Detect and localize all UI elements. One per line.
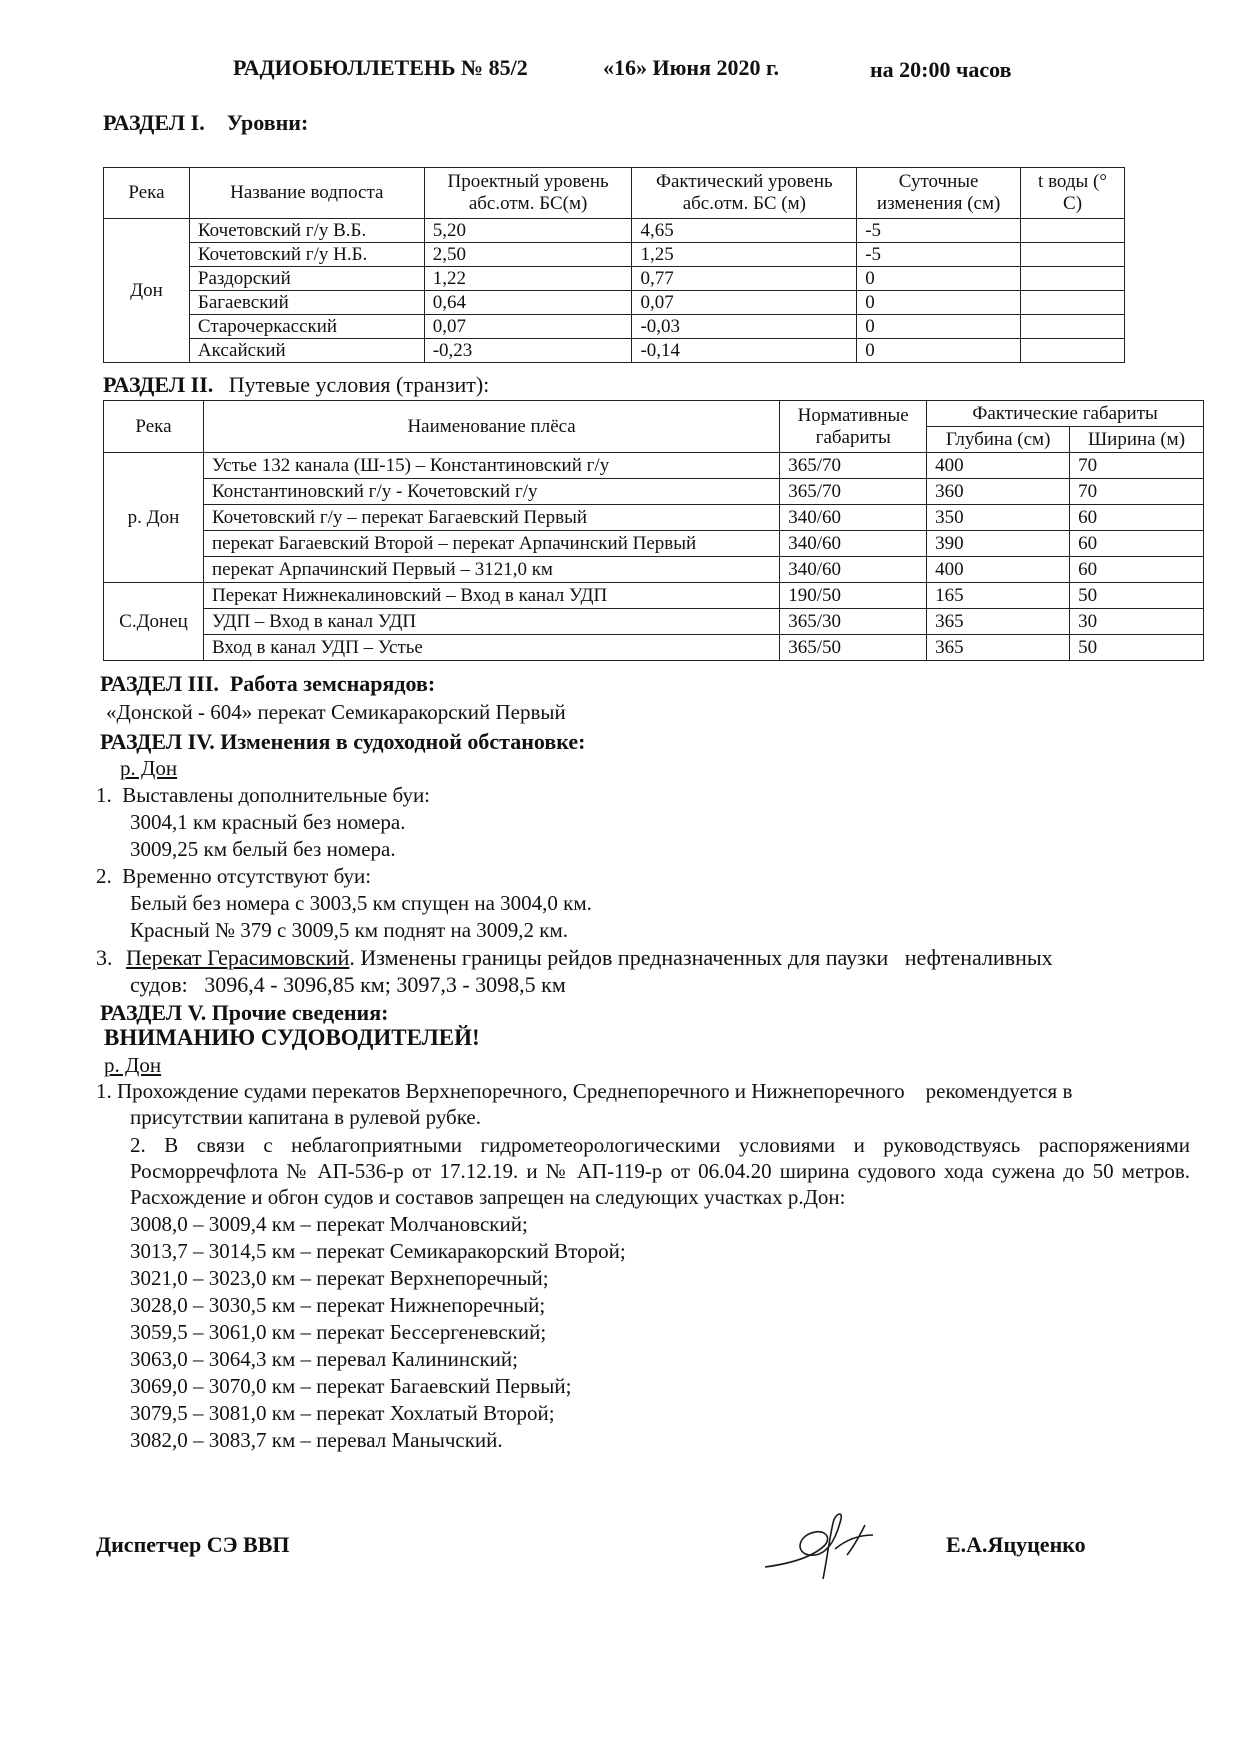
table-row (104, 531, 1204, 557)
list-item: 3008,0 – 3009,4 км – перекат Молчановский; (130, 1212, 528, 1236)
width: 30 (1070, 609, 1204, 635)
table-row (104, 505, 1204, 531)
section2-subtitle: Путевые условия (транзит): (228, 372, 490, 397)
attention-heading: ВНИМАНИЮ СУДОВОДИТЕЛЕЙ! (104, 1025, 480, 1050)
stretch-name: перекат Арпачинский Первый – 3121,0 км (203, 557, 779, 583)
depth: 365 (927, 635, 1070, 661)
norm-dims: 365/30 (780, 609, 927, 635)
actual-level: 0,77 (632, 267, 857, 291)
norm-dims: 340/60 (780, 505, 927, 531)
post-name: Кочетовский г/у В.Б. (189, 219, 424, 243)
width: 60 (1070, 505, 1204, 531)
depth: 165 (927, 583, 1070, 609)
project-level: 0,07 (424, 315, 632, 339)
section5-title: РАЗДЕЛ V. Прочие сведения: (100, 1000, 389, 1025)
table-row (104, 583, 1204, 609)
table-row (104, 557, 1204, 583)
table-row (104, 453, 1204, 479)
daily-change: -5 (857, 219, 1021, 243)
depth: 350 (927, 505, 1070, 531)
stretch-name: Вход в канал УДП – Устье (203, 635, 779, 661)
post-name: Багаевский (189, 291, 424, 315)
col-actual: Фактические габариты (927, 401, 1204, 427)
norm-dims: 365/70 (780, 479, 927, 505)
dispatcher-role: Диспетчер СЭ ВВП (96, 1532, 290, 1557)
col-river: Река (104, 168, 190, 219)
section5-item1a: 1. Прохождение судами перекатов Верхнепоречного, Среднепоречного и Нижнепоречного рекомендуется в (96, 1079, 1073, 1103)
project-level: 1,22 (424, 267, 632, 291)
section2-title: РАЗДЕЛ II. (103, 372, 214, 397)
daily-change: 0 (857, 291, 1021, 315)
section4-title: РАЗДЕЛ IV. Изменения в судоходной обстановке: (100, 729, 586, 754)
levels-header-row (104, 168, 1125, 219)
list-item: 3082,0 – 3083,7 км – перевал Манычский. (130, 1428, 503, 1452)
actual-level: -0,14 (632, 339, 857, 363)
table-row (104, 267, 1125, 291)
section4-item2a: Белый без номера с 3003,5 км спущен на 3004,0 км. (130, 891, 592, 915)
water-temp (1021, 243, 1125, 267)
project-level: 0,64 (424, 291, 632, 315)
table-row (104, 219, 1125, 243)
river-cell: р. Дон (104, 453, 204, 583)
table-row (104, 479, 1204, 505)
daily-change: 0 (857, 267, 1021, 291)
actual-level: 0,07 (632, 291, 857, 315)
col-stretch: Наименование плёса (203, 401, 779, 453)
table-row (104, 243, 1125, 267)
section3-text: «Донской - 604» перекат Семикаракорский Первый (106, 700, 566, 724)
water-temp (1021, 219, 1125, 243)
depth: 390 (927, 531, 1070, 557)
route-header-row (104, 401, 1204, 427)
width: 70 (1070, 453, 1204, 479)
section4-item1a: 3004,1 км красный без номера. (130, 810, 406, 834)
col-norm: Нормативные габариты (780, 401, 927, 453)
table-row (104, 339, 1125, 363)
table-row (104, 635, 1204, 661)
stretch-name: Устье 132 канала (Ш-15) – Константиновский г/у (203, 453, 779, 479)
col-width: Ширина (м) (1070, 427, 1204, 453)
section4-river: р. Дон (120, 756, 178, 780)
water-temp (1021, 315, 1125, 339)
col-river: Река (104, 401, 204, 453)
section4-item2: 2. Временно отсутствуют буи: (96, 864, 372, 888)
section5-item2: 2. В связи с неблагоприятными гидрометеорологическими условиями и руководствуясь распоряжениями Росморречфлота № АП-536-р от 17.12.19. и № АП-119-р от 06.04.20 ширина судового хода сужена до 50 метров. Расхождение и обгон судов и составов запрещен на следующих участках р.Дон: (130, 1133, 1190, 1209)
list-item: 3028,0 – 3030,5 км – перекат Нижнепоречный; (130, 1293, 546, 1317)
daily-change: -5 (857, 243, 1021, 267)
section4-item1: 1. Выставлены дополнительные буи: (96, 783, 431, 807)
norm-dims: 365/50 (780, 635, 927, 661)
width: 70 (1070, 479, 1204, 505)
list-item: 3013,7 – 3014,5 км – перекат Семикаракорский Второй; (130, 1239, 626, 1263)
table-row (104, 291, 1125, 315)
section5-river: р. Дон (104, 1053, 162, 1077)
section1-title: РАЗДЕЛ I. Уровни: (103, 110, 309, 135)
section4-item3-cont: судов: 3096,4 - 3096,85 км; 3097,3 - 3098,5 км (130, 972, 566, 997)
actual-level: 1,25 (632, 243, 857, 267)
width: 60 (1070, 557, 1204, 583)
list-item: 3063,0 – 3064,3 км – перевал Калининский; (130, 1347, 518, 1371)
bulletin-title: РАДИОБЮЛЛЕТЕНЬ № 85/2 (233, 55, 528, 80)
stretch-name: Перекат Нижнекалиновский – Вход в канал УДП (203, 583, 779, 609)
water-temp (1021, 291, 1125, 315)
levels-table (103, 167, 1125, 363)
width: 50 (1070, 583, 1204, 609)
gerasimovsky-link: Перекат Герасимовский (126, 945, 350, 970)
project-level: 2,50 (424, 243, 632, 267)
stretch-name: перекат Багаевский Второй – перекат Арпачинский Первый (203, 531, 779, 557)
col-actual-level: Фактический уровень абс.отм. БС (м) (632, 168, 857, 219)
col-post-name: Название водпоста (189, 168, 424, 219)
width: 50 (1070, 635, 1204, 661)
stretch-name: Константиновский г/у - Кочетовский г/у (203, 479, 779, 505)
depth: 360 (927, 479, 1070, 505)
signature-drawing (755, 1505, 885, 1585)
list-item: 3059,5 – 3061,0 км – перекат Бессергеневский; (130, 1320, 547, 1344)
post-name: Раздорский (189, 267, 424, 291)
post-name: Аксайский (189, 339, 424, 363)
list-item: 3021,0 – 3023,0 км – перекат Верхнепоречный; (130, 1266, 549, 1290)
post-name: Кочетовский г/у Н.Б. (189, 243, 424, 267)
daily-change: 0 (857, 339, 1021, 363)
bulletin-time: на 20:00 часов (870, 57, 1012, 82)
table-row (104, 315, 1125, 339)
daily-change: 0 (857, 315, 1021, 339)
section4-item3 (96, 945, 1053, 971)
norm-dims: 340/60 (780, 557, 927, 583)
width: 60 (1070, 531, 1204, 557)
col-daily-change: Суточные изменения (см) (857, 168, 1021, 219)
col-water-temp: t воды (° С) (1021, 168, 1125, 219)
project-level: 5,20 (424, 219, 632, 243)
section3-title: РАЗДЕЛ III. Работа земснарядов: (100, 671, 436, 696)
water-temp (1021, 267, 1125, 291)
section2-heading (103, 372, 489, 398)
water-temp (1021, 339, 1125, 363)
river-cell: С.Донец (104, 583, 204, 661)
stretch-name: Кочетовский г/у – перекат Багаевский Первый (203, 505, 779, 531)
col-project-level: Проектный уровень абс.отм. БС(м) (424, 168, 632, 219)
list-item: 3069,0 – 3070,0 км – перекат Багаевский Первый; (130, 1374, 572, 1398)
norm-dims: 365/70 (780, 453, 927, 479)
dispatcher-name: Е.А.Яцуценко (946, 1532, 1086, 1557)
list-item: 3079,5 – 3081,0 км – перекат Хохлатый Второй; (130, 1401, 555, 1425)
section4-item3-num: 3. (96, 945, 113, 970)
post-name: Старочеркасский (189, 315, 424, 339)
river-cell: Дон (104, 219, 190, 363)
stretch-name: УДП – Вход в канал УДП (203, 609, 779, 635)
table-row (104, 609, 1204, 635)
route-conditions-table (103, 400, 1204, 661)
actual-level: -0,03 (632, 315, 857, 339)
section5-item1b: присутствии капитана в рулевой рубке. (130, 1105, 481, 1129)
section4-item3-text: . Изменены границы рейдов предназначенных для паузки нефтеналивных (349, 945, 1053, 970)
section4-item1b: 3009,25 км белый без номера. (130, 837, 396, 861)
project-level: -0,23 (424, 339, 632, 363)
section4-item2b: Красный № 379 с 3009,5 км поднят на 3009,2 км. (130, 918, 569, 942)
norm-dims: 340/60 (780, 531, 927, 557)
norm-dims: 190/50 (780, 583, 927, 609)
depth: 400 (927, 557, 1070, 583)
col-depth: Глубина (см) (927, 427, 1070, 453)
depth: 365 (927, 609, 1070, 635)
signature-mark (755, 1505, 885, 1590)
bulletin-date: «16» Июня 2020 г. (603, 55, 780, 80)
actual-level: 4,65 (632, 219, 857, 243)
depth: 400 (927, 453, 1070, 479)
